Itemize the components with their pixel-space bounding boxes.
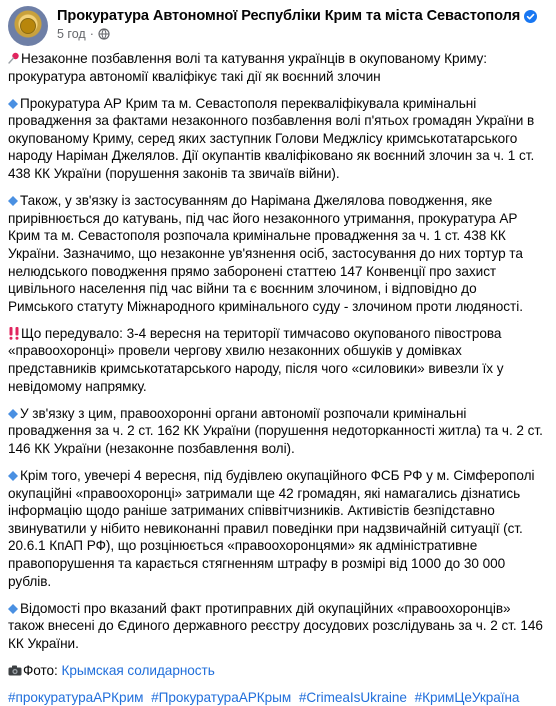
post-paragraph (8, 405, 544, 458)
globe-icon[interactable] (98, 28, 110, 40)
pushpin-icon (8, 52, 20, 64)
paragraph-text: Також, у зв'язку із застосуванням до Нарімана Джелялова поводження, яке прирівнюється до катувань, під час його незаконного утримання, прокуратура АР Крим та м. Севастополя розпочала кримінальне провадження за ч. 1 ст. 438 КК України. Зазначимо, що незаконне ув'язнення осіб, застосування до них тортур та нелюдського поводження прямо заборонені статтею 147 Конвенції про захист цивільного населення під час війни та є воєнним злочином, і відповідно до Римського статуту Міжнародного кримінального суду - злочином проти людяності. (8, 193, 523, 314)
paragraph-text: Відомості про вказаний факт протиправних дій окупаційних «правоохоронців» також внесені до Єдиного державного реєстру досудових розслідувань за ч. 2 ст. 146 КК України. (8, 601, 543, 651)
post-meta (57, 27, 537, 41)
hashtag-link[interactable]: #ПрокуратураАРКрым (151, 690, 291, 705)
paragraph-text: Незаконне позбавлення волі та катування українців в окупованому Криму: прокуратура автономії кваліфікує такі дії як воєнний злочин (8, 51, 487, 84)
blue-diamond-icon (8, 604, 18, 614)
blue-diamond-icon (8, 99, 18, 109)
blue-diamond-icon (8, 409, 18, 419)
page-name-link[interactable]: Прокуратура Автономної Республіки Крим та міста Севастополя (57, 8, 520, 24)
post-paragraph (8, 600, 544, 653)
page-avatar[interactable] (8, 6, 48, 46)
photo-label: Фото: (23, 663, 58, 678)
hashtag-link[interactable]: #CrimeaIsUkraine (299, 690, 407, 705)
post-paragraph (8, 50, 544, 85)
post-paragraph (8, 325, 544, 395)
verified-badge-icon (524, 10, 537, 23)
post-paragraph (8, 95, 544, 183)
blue-diamond-icon (8, 471, 18, 481)
coat-of-arms-icon (20, 18, 36, 34)
paragraph-text: Прокуратура АР Крим та м. Севастополя перекваліфікувала кримінальні провадження за фактами незаконного позбавлення волі п'ятьох громадян України в окупованому Криму, серед яких заступник Голови Меджлісу кримськотатарського народу Наріман Джелялов. Дії окупантів кваліфіковано як воєнний злочин за ч. 1 ст. 438 КК України (порушення законів та звичаїв війни). (8, 96, 534, 181)
hashtag-list (8, 689, 544, 706)
double-exclamation-icon (8, 327, 20, 340)
paragraph-text: Що передувало: 3-4 вересня на території тимчасово окупованого півострова «правоохоронці» провели чергову хвилю незаконних обшуків у домівках представників кримськотатарського народу, після чого «силовики» вивезли їх у невідомому напрямку. (8, 326, 503, 394)
hashtag-link[interactable]: #КримЦеУкраїна (415, 690, 520, 705)
paragraph-text: У зв'язку з цим, правоохоронні органи автономії розпочали кримінальні провадження за ч. 2 ст. 162 КК України (порушення недоторканності житла) та ч. 2 ст. 146 КК України (незаконне позбавлення волі). (8, 406, 543, 456)
post-paragraph (8, 192, 544, 315)
paragraph-text: Крім того, увечері 4 вересня, під будівлею окупаційного ФСБ РФ у м. Сімферополі окупаційні «правоохоронці» затримали ще 42 громадян, які намагались дізнатись інформацію щодо раніше затриманих співвітчизників. Активістів безпідставно звинуватили у нібито невиконанні правил поведінки при надзвичайній ситуації (ст. 20.6.1 КпАП РФ), що розцінюється «правоохоронцями» як адміністративне правопорушення та карається стягненням штрафу в розмірі від 1000 до 30 000 рублів. (8, 468, 534, 589)
photo-source-link[interactable]: Крымская солидарность (62, 663, 215, 678)
meta-separator: · (90, 27, 94, 41)
page-name-line (57, 8, 537, 24)
camera-icon (8, 665, 22, 676)
post-body (8, 50, 544, 706)
post-timestamp[interactable]: 5 год (57, 27, 86, 41)
post-header (8, 6, 544, 46)
photo-credit (8, 662, 544, 680)
hashtag-link[interactable]: #прокуратураАРКрим (8, 690, 143, 705)
post-paragraph (8, 467, 544, 590)
blue-diamond-icon (8, 196, 18, 206)
post-header-text (57, 6, 537, 41)
